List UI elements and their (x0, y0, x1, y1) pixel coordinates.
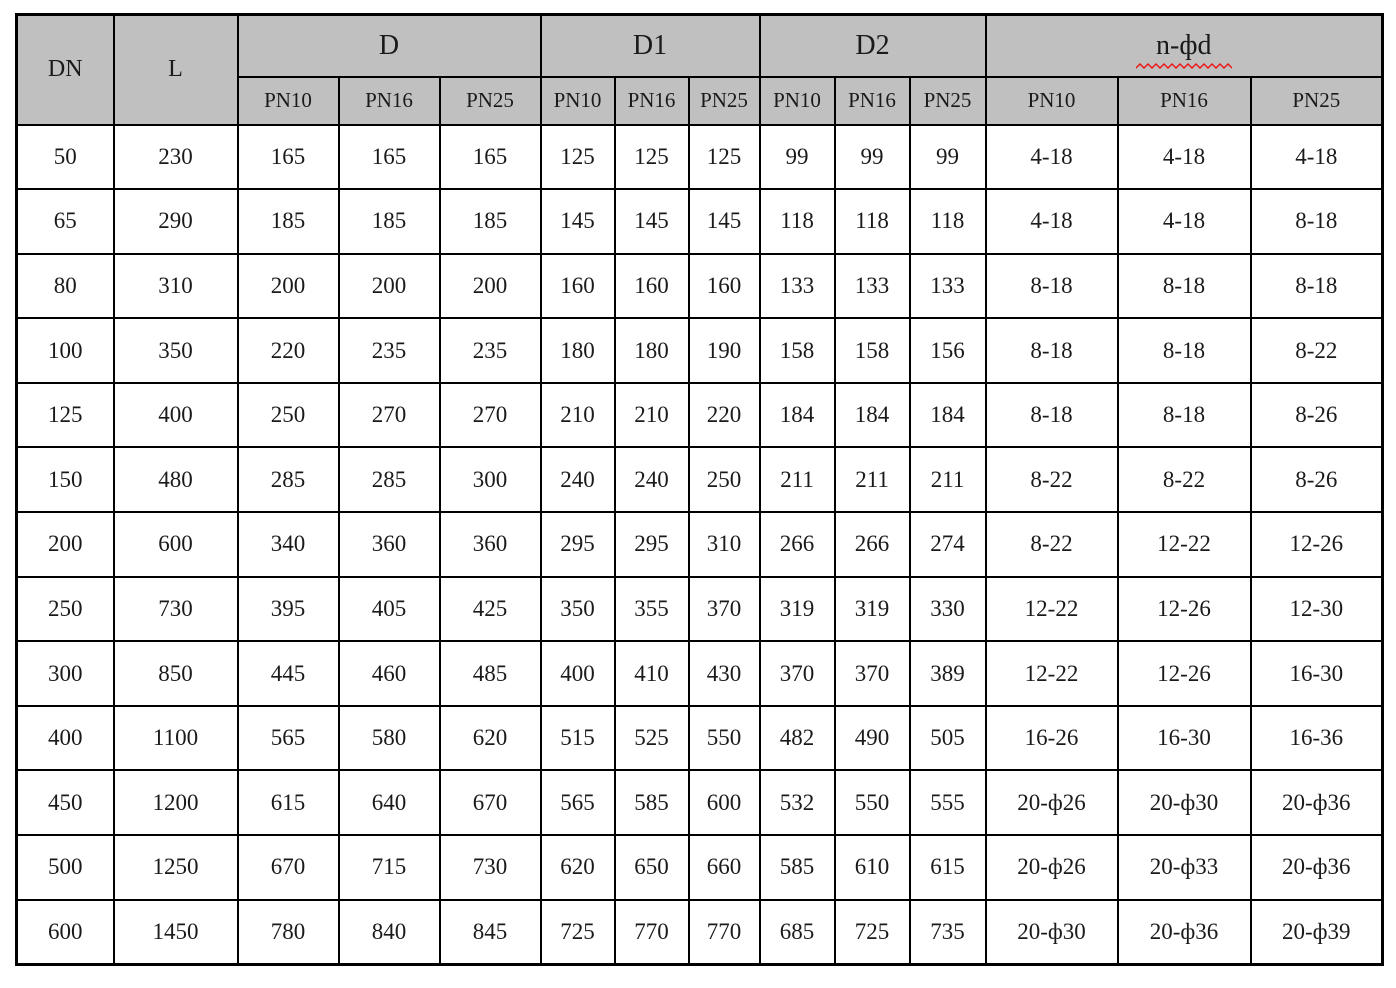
cell-d2-pn25: 389 (910, 641, 986, 706)
cell-nphid-pn16: 12-22 (1118, 512, 1251, 577)
cell-d1-pn25: 125 (689, 125, 760, 190)
cell-d2-pn25: 735 (910, 900, 986, 965)
cell-d1-pn16: 125 (615, 125, 689, 190)
cell-nphid-pn25: 8-26 (1251, 383, 1383, 448)
cell-d1-pn10: 565 (541, 770, 615, 835)
cell-d2-pn10: 685 (760, 900, 835, 965)
cell-d1-pn16: 160 (615, 254, 689, 319)
cell-d1-pn25: 220 (689, 383, 760, 448)
cell-d2-pn25: 555 (910, 770, 986, 835)
cell-l: 480 (114, 447, 238, 512)
cell-d-pn10: 165 (238, 125, 339, 190)
cell-d1-pn25: 250 (689, 447, 760, 512)
cell-d2-pn25: 615 (910, 835, 986, 900)
cell-d-pn10: 565 (238, 706, 339, 771)
cell-nphid-pn10: 8-18 (986, 254, 1118, 319)
cell-d-pn10: 395 (238, 577, 339, 642)
table-row (17, 254, 1383, 319)
header-d1-pn10: PN10 (541, 77, 615, 125)
cell-d2-pn10: 118 (760, 189, 835, 254)
cell-d2-pn16: 158 (835, 318, 910, 383)
header-nphid-pn10: PN10 (986, 77, 1118, 125)
cell-dn: 450 (17, 770, 114, 835)
header-d-pn25: PN25 (440, 77, 541, 125)
table-row (17, 706, 1383, 771)
cell-d-pn25: 200 (440, 254, 541, 319)
table-row (17, 770, 1383, 835)
cell-d-pn25: 185 (440, 189, 541, 254)
cell-d1-pn25: 310 (689, 512, 760, 577)
table-row (17, 125, 1383, 190)
cell-d-pn16: 360 (339, 512, 440, 577)
cell-d1-pn16: 240 (615, 447, 689, 512)
cell-dn: 80 (17, 254, 114, 319)
cell-d1-pn25: 370 (689, 577, 760, 642)
header-group-d2: D2 (760, 15, 986, 77)
cell-d-pn25: 425 (440, 577, 541, 642)
cell-nphid-pn16: 20-ф30 (1118, 770, 1251, 835)
cell-d-pn16: 235 (339, 318, 440, 383)
cell-d1-pn16: 525 (615, 706, 689, 771)
cell-d-pn10: 285 (238, 447, 339, 512)
cell-d-pn10: 200 (238, 254, 339, 319)
cell-l: 1200 (114, 770, 238, 835)
cell-nphid-pn25: 4-18 (1251, 125, 1383, 190)
table-row (17, 900, 1383, 965)
cell-d1-pn10: 620 (541, 835, 615, 900)
cell-l: 290 (114, 189, 238, 254)
cell-nphid-pn25: 20-ф39 (1251, 900, 1383, 965)
cell-d2-pn16: 725 (835, 900, 910, 965)
cell-l: 310 (114, 254, 238, 319)
cell-dn: 200 (17, 512, 114, 577)
cell-d-pn25: 485 (440, 641, 541, 706)
header-d-pn10: PN10 (238, 77, 339, 125)
cell-nphid-pn25: 8-18 (1251, 254, 1383, 319)
cell-d2-pn16: 184 (835, 383, 910, 448)
cell-d-pn10: 445 (238, 641, 339, 706)
cell-nphid-pn10: 20-ф26 (986, 770, 1118, 835)
spellcheck-squiggle-icon (1136, 63, 1232, 70)
cell-nphid-pn16: 20-ф33 (1118, 835, 1251, 900)
cell-d2-pn16: 118 (835, 189, 910, 254)
cell-d1-pn10: 725 (541, 900, 615, 965)
cell-d2-pn25: 133 (910, 254, 986, 319)
cell-d2-pn16: 211 (835, 447, 910, 512)
header-group-d1: D1 (541, 15, 760, 77)
cell-d2-pn10: 319 (760, 577, 835, 642)
cell-d-pn16: 285 (339, 447, 440, 512)
header-dn: DN (17, 15, 114, 125)
cell-d-pn16: 405 (339, 577, 440, 642)
cell-nphid-pn16: 12-26 (1118, 577, 1251, 642)
cell-nphid-pn25: 16-36 (1251, 706, 1383, 771)
cell-d1-pn16: 355 (615, 577, 689, 642)
cell-nphid-pn16: 4-18 (1118, 125, 1251, 190)
cell-nphid-pn16: 16-30 (1118, 706, 1251, 771)
cell-d2-pn16: 610 (835, 835, 910, 900)
cell-d1-pn10: 160 (541, 254, 615, 319)
cell-nphid-pn10: 16-26 (986, 706, 1118, 771)
cell-d2-pn25: 156 (910, 318, 986, 383)
cell-dn: 100 (17, 318, 114, 383)
cell-d-pn16: 580 (339, 706, 440, 771)
cell-d2-pn16: 266 (835, 512, 910, 577)
cell-d1-pn10: 145 (541, 189, 615, 254)
cell-l: 1100 (114, 706, 238, 771)
cell-d1-pn16: 410 (615, 641, 689, 706)
cell-d-pn25: 730 (440, 835, 541, 900)
cell-d-pn10: 185 (238, 189, 339, 254)
table-row (17, 641, 1383, 706)
cell-nphid-pn10: 4-18 (986, 189, 1118, 254)
table-row (17, 318, 1383, 383)
cell-d1-pn10: 350 (541, 577, 615, 642)
cell-d1-pn10: 400 (541, 641, 615, 706)
header-d2-pn25: PN25 (910, 77, 986, 125)
cell-dn: 150 (17, 447, 114, 512)
cell-dn: 500 (17, 835, 114, 900)
cell-d1-pn25: 430 (689, 641, 760, 706)
table-row (17, 512, 1383, 577)
cell-l: 350 (114, 318, 238, 383)
cell-d-pn25: 845 (440, 900, 541, 965)
cell-d1-pn16: 585 (615, 770, 689, 835)
table-row (17, 835, 1383, 900)
cell-nphid-pn10: 20-ф30 (986, 900, 1118, 965)
cell-l: 1450 (114, 900, 238, 965)
header-d1-pn16: PN16 (615, 77, 689, 125)
cell-nphid-pn25: 12-26 (1251, 512, 1383, 577)
cell-dn: 600 (17, 900, 114, 965)
cell-d1-pn25: 145 (689, 189, 760, 254)
cell-nphid-pn10: 8-22 (986, 512, 1118, 577)
cell-nphid-pn10: 12-22 (986, 641, 1118, 706)
cell-dn: 65 (17, 189, 114, 254)
nphid-label-wrap (1156, 31, 1211, 62)
cell-d2-pn25: 211 (910, 447, 986, 512)
cell-d-pn10: 340 (238, 512, 339, 577)
cell-d-pn10: 220 (238, 318, 339, 383)
cell-l: 850 (114, 641, 238, 706)
header-group-nphid-label: n-фd (1156, 29, 1212, 61)
cell-d-pn25: 300 (440, 447, 541, 512)
cell-d1-pn10: 295 (541, 512, 615, 577)
header-nphid-pn16: PN16 (1118, 77, 1251, 125)
table-row (17, 447, 1383, 512)
cell-d-pn25: 360 (440, 512, 541, 577)
cell-nphid-pn16: 8-18 (1118, 383, 1251, 448)
cell-d2-pn16: 319 (835, 577, 910, 642)
cell-d2-pn10: 158 (760, 318, 835, 383)
cell-d1-pn25: 600 (689, 770, 760, 835)
cell-d2-pn10: 211 (760, 447, 835, 512)
cell-d1-pn16: 210 (615, 383, 689, 448)
cell-nphid-pn10: 8-18 (986, 318, 1118, 383)
cell-d1-pn25: 160 (689, 254, 760, 319)
cell-nphid-pn25: 12-30 (1251, 577, 1383, 642)
cell-d1-pn10: 180 (541, 318, 615, 383)
cell-nphid-pn25: 20-ф36 (1251, 835, 1383, 900)
cell-l: 1250 (114, 835, 238, 900)
cell-d1-pn10: 210 (541, 383, 615, 448)
cell-nphid-pn25: 8-26 (1251, 447, 1383, 512)
cell-nphid-pn16: 12-26 (1118, 641, 1251, 706)
cell-nphid-pn10: 12-22 (986, 577, 1118, 642)
header-nphid-pn25: PN25 (1251, 77, 1383, 125)
cell-nphid-pn10: 4-18 (986, 125, 1118, 190)
cell-d2-pn25: 505 (910, 706, 986, 771)
cell-nphid-pn16: 20-ф36 (1118, 900, 1251, 965)
cell-d2-pn16: 550 (835, 770, 910, 835)
cell-d1-pn16: 145 (615, 189, 689, 254)
cell-d-pn25: 270 (440, 383, 541, 448)
cell-d2-pn25: 99 (910, 125, 986, 190)
cell-l: 230 (114, 125, 238, 190)
cell-dn: 50 (17, 125, 114, 190)
cell-d2-pn10: 99 (760, 125, 835, 190)
table-row (17, 189, 1383, 254)
cell-d-pn10: 670 (238, 835, 339, 900)
cell-d-pn10: 615 (238, 770, 339, 835)
cell-d2-pn16: 490 (835, 706, 910, 771)
header-group-d: D (238, 15, 541, 77)
cell-nphid-pn25: 8-18 (1251, 189, 1383, 254)
cell-d1-pn16: 770 (615, 900, 689, 965)
cell-l: 600 (114, 512, 238, 577)
cell-l: 400 (114, 383, 238, 448)
cell-d2-pn16: 133 (835, 254, 910, 319)
cell-l: 730 (114, 577, 238, 642)
cell-d-pn25: 670 (440, 770, 541, 835)
cell-d2-pn10: 266 (760, 512, 835, 577)
cell-d2-pn10: 532 (760, 770, 835, 835)
cell-dn: 125 (17, 383, 114, 448)
flange-dimensions-table (15, 13, 1384, 966)
cell-d1-pn10: 515 (541, 706, 615, 771)
cell-d-pn25: 235 (440, 318, 541, 383)
cell-d2-pn16: 99 (835, 125, 910, 190)
cell-nphid-pn10: 8-22 (986, 447, 1118, 512)
cell-d-pn16: 640 (339, 770, 440, 835)
cell-dn: 300 (17, 641, 114, 706)
cell-nphid-pn16: 8-18 (1118, 254, 1251, 319)
header-d2-pn10: PN10 (760, 77, 835, 125)
cell-d-pn16: 840 (339, 900, 440, 965)
cell-d-pn16: 185 (339, 189, 440, 254)
cell-dn: 250 (17, 577, 114, 642)
cell-d1-pn16: 295 (615, 512, 689, 577)
table-row (17, 577, 1383, 642)
cell-d-pn16: 460 (339, 641, 440, 706)
cell-d1-pn25: 550 (689, 706, 760, 771)
cell-d2-pn10: 184 (760, 383, 835, 448)
cell-nphid-pn25: 8-22 (1251, 318, 1383, 383)
cell-d-pn10: 780 (238, 900, 339, 965)
cell-d2-pn10: 370 (760, 641, 835, 706)
cell-nphid-pn25: 16-30 (1251, 641, 1383, 706)
header-l: L (114, 15, 238, 125)
cell-d2-pn10: 482 (760, 706, 835, 771)
cell-d-pn10: 250 (238, 383, 339, 448)
cell-nphid-pn16: 8-18 (1118, 318, 1251, 383)
cell-nphid-pn16: 8-22 (1118, 447, 1251, 512)
cell-d-pn25: 620 (440, 706, 541, 771)
cell-d2-pn25: 184 (910, 383, 986, 448)
cell-dn: 400 (17, 706, 114, 771)
header-d-pn16: PN16 (339, 77, 440, 125)
cell-d2-pn10: 133 (760, 254, 835, 319)
cell-d1-pn16: 650 (615, 835, 689, 900)
header-d1-pn25: PN25 (689, 77, 760, 125)
cell-nphid-pn10: 8-18 (986, 383, 1118, 448)
cell-d2-pn25: 118 (910, 189, 986, 254)
cell-d1-pn16: 180 (615, 318, 689, 383)
cell-d1-pn25: 770 (689, 900, 760, 965)
header-group-nphid (986, 15, 1383, 77)
cell-d1-pn25: 660 (689, 835, 760, 900)
cell-d-pn16: 200 (339, 254, 440, 319)
cell-d2-pn25: 274 (910, 512, 986, 577)
header-d2-pn16: PN16 (835, 77, 910, 125)
cell-d1-pn10: 240 (541, 447, 615, 512)
cell-d1-pn10: 125 (541, 125, 615, 190)
cell-d2-pn25: 330 (910, 577, 986, 642)
cell-d1-pn25: 190 (689, 318, 760, 383)
cell-d-pn16: 715 (339, 835, 440, 900)
cell-nphid-pn16: 4-18 (1118, 189, 1251, 254)
cell-d-pn16: 165 (339, 125, 440, 190)
cell-nphid-pn10: 20-ф26 (986, 835, 1118, 900)
cell-d-pn25: 165 (440, 125, 541, 190)
cell-d2-pn10: 585 (760, 835, 835, 900)
cell-d-pn16: 270 (339, 383, 440, 448)
cell-d2-pn16: 370 (835, 641, 910, 706)
table-row (17, 383, 1383, 448)
cell-nphid-pn25: 20-ф36 (1251, 770, 1383, 835)
